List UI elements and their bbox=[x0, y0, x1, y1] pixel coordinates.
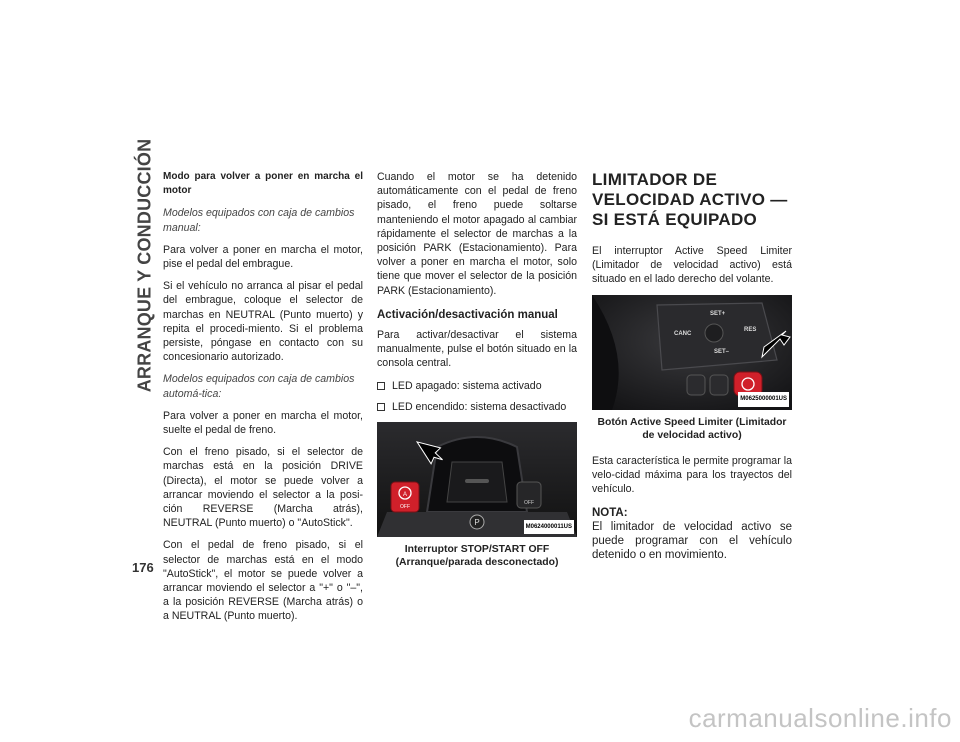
intro-paragraph: El interruptor Active Speed Limiter (Limitador de velocidad activo) está situado en el lado derecho del volante. bbox=[592, 245, 792, 286]
note-text: El limitador de velocidad activo se puede programar con el vehículo detenido o en movimiento. bbox=[592, 521, 792, 562]
section-sidebar bbox=[132, 138, 158, 392]
manual-paragraph-1: Para volver a poner en marcha el motor, pise el pedal del embrague. bbox=[163, 243, 363, 271]
svg-text:A: A bbox=[402, 492, 408, 499]
figure-code: M0624000011US bbox=[524, 520, 574, 534]
figure-caption: Interruptor STOP/START OFF (Arranque/parada desconectado) bbox=[395, 544, 559, 569]
svg-text:SET–: SET– bbox=[714, 348, 730, 355]
bullet-icon bbox=[377, 403, 385, 411]
led-list bbox=[377, 379, 577, 414]
svg-text:OFF: OFF bbox=[400, 504, 410, 511]
svg-text:CANC: CANC bbox=[674, 330, 692, 337]
column-3 bbox=[592, 170, 792, 562]
feature-paragraph: Esta característica le permite programar la velo-cidad máxima para los trayectos del vehículo. bbox=[592, 454, 792, 496]
section-heading: LIMITADOR DE VELOCIDAD ACTIVO — SI ESTÁ EQUIPADO bbox=[592, 170, 788, 229]
list-item: LED apagado: sistema activado bbox=[377, 379, 577, 393]
section-label: ARRANQUE Y CONDUCCIÓN bbox=[134, 138, 155, 392]
column-2 bbox=[377, 170, 577, 581]
manual-toggle-paragraph: Para activar/desactivar el sistema manualmente, pulse el botón situado en la consola central. bbox=[377, 329, 577, 370]
restart-heading: Modo para volver a poner en marcha el motor bbox=[163, 171, 363, 197]
svg-text:SET+: SET+ bbox=[710, 310, 726, 317]
manual-subtitle: Modelos equipados con caja de cambios manual: bbox=[163, 207, 355, 234]
stop-start-figure bbox=[377, 422, 577, 537]
auto-paragraph-2: Con el freno pisado, si el selector de marchas está en la posición DRIVE (Directa), el motor se puede volver a arrancar moviendo el selector a la posi-ción REVERSE (Marcha atrás), NEUTRAL (Punto muerto) o "AutoStick". bbox=[163, 446, 363, 530]
watermark: carmanualsonline.info bbox=[688, 703, 952, 733]
list-item: LED encendido: sistema desactivado bbox=[377, 400, 577, 414]
auto-paragraph-1: Para volver a poner en marcha el motor, suelte el pedal de freno. bbox=[163, 409, 363, 437]
column-1 bbox=[163, 170, 363, 632]
park-paragraph: Cuando el motor se ha detenido automáticamente con el pedal de freno pisado, el freno puede soltarse manteniendo el motor apagado al cambiar rápidamente el selector de marchas a la posición PARK (Estacionamiento). Para volver a poner en marcha el motor, solo tiene que mover el selector de la posición PARK (Estacionamiento). bbox=[377, 171, 577, 297]
bullet-icon bbox=[377, 382, 385, 390]
auto-paragraph-3: Con el pedal de freno pisado, si el selector de marchas está en el modo "AutoStick", el motor se puede volver a arrancar moviendo el selector a "+" o "–", a la posición REVERSE (Marcha atrás) o a NEUTRAL (Punto muerto). bbox=[163, 539, 363, 623]
svg-text:P: P bbox=[474, 518, 480, 528]
svg-text:RES: RES bbox=[744, 326, 757, 333]
note-title: NOTA: bbox=[592, 507, 628, 520]
page-number: 176 bbox=[132, 560, 154, 575]
manual-paragraph-2: Si el vehículo no arranca al pisar el pedal del embrague, coloque el selector de marchas en NEUTRAL (Punto muerto) y repita el procedi-miento. Si el problema persiste, póngase en contacto con su concesionario autorizado. bbox=[163, 280, 363, 364]
figure-caption: Botón Active Speed Limiter (Limitador de velocidad activo) bbox=[597, 416, 787, 441]
auto-subtitle: Modelos equipados con caja de cambios automá-tica: bbox=[163, 373, 355, 400]
speed-limiter-figure bbox=[592, 295, 792, 410]
svg-text:OFF: OFF bbox=[524, 500, 534, 507]
figure-code: M0625000001US bbox=[738, 392, 789, 406]
manual-toggle-heading: Activación/desactivación manual bbox=[377, 308, 558, 321]
